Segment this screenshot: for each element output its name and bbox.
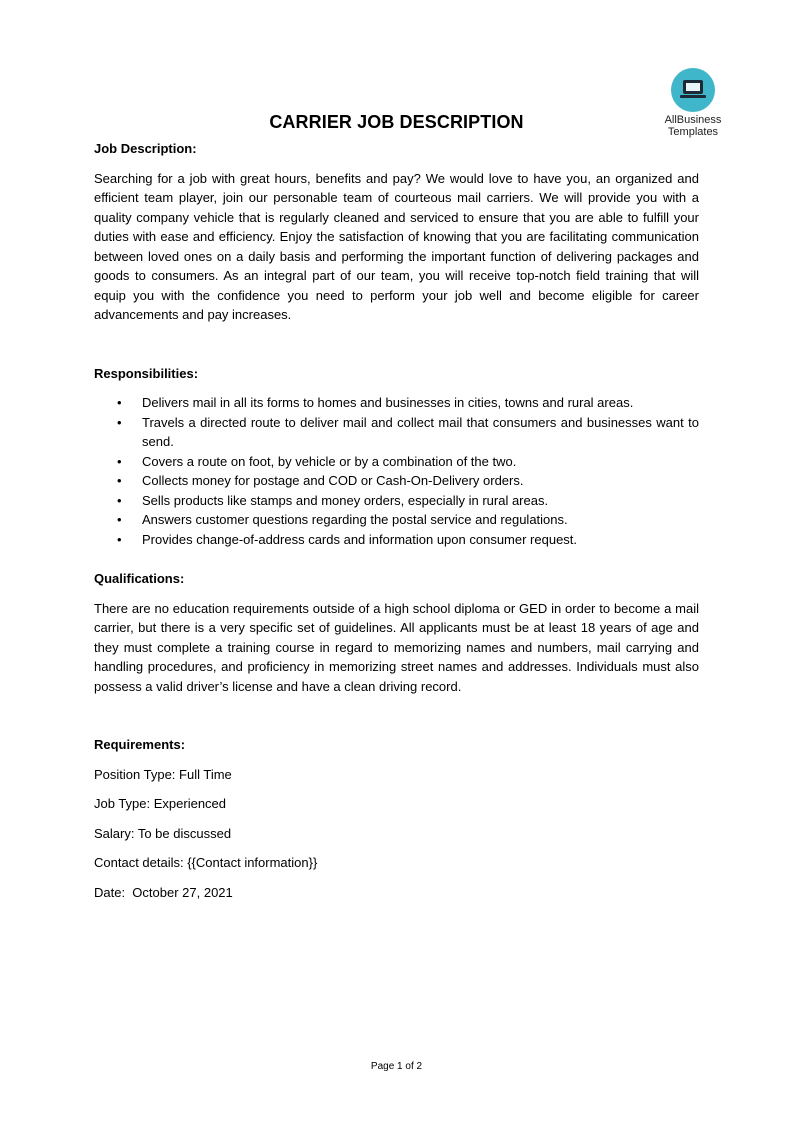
bullet-icon: • [117, 453, 122, 469]
laptop-icon [671, 68, 715, 112]
list-item: • Travels a directed route to deliver mail and collect mail that consumers and businesses want to send. [117, 414, 699, 449]
contact-details: Contact details: {{Contact information}} [94, 855, 318, 870]
bullet-icon: • [117, 395, 122, 410]
bullet-icon: • [117, 512, 122, 527]
date: Date: October 27, 2021 [94, 884, 233, 900]
qualifications-heading: Qualifications: [94, 571, 185, 586]
list-item: • Sells products like stamps and money orders, especially in rural areas. [94, 491, 699, 511]
job-type: Job Type: Experienced [94, 796, 227, 811]
position-type: Position Type: Full Time [94, 766, 232, 782]
page-number: Page 1 of 2 [370, 1061, 423, 1072]
page-title: CARRIER JOB DESCRIPTION [269, 112, 524, 132]
bullet-icon: • [117, 473, 122, 488]
bullet-icon: • [117, 492, 122, 508]
bullet-icon: • [117, 414, 122, 430]
list-item: • Provides change-of-address cards and information upon consumer request. [94, 530, 699, 550]
logo-line-2: Templates [667, 126, 719, 138]
job-description-text: Searching for a job with great hours, benefits and pay? We would love to have you, an organized and efficient team player, join our personable team of courteous mail carriers. We will provide you with a quality company vehicle that is regularly cleaned and serviced to ensure that you are able to fulfill your duties with ease and efficiency. Enjoy the satisfaction of knowing that you are facilitating communication between loved ones on a daily basis and performing the important function of delivering packages and goods to consumers. As an integral part of our team, you will receive top-notch field training that will equip you with the confidence you need to perform your job well and become eligible for career advancements and pay increases. [94, 170, 699, 322]
bullet-icon: • [117, 531, 122, 547]
salary: Salary: To be discussed [94, 825, 232, 841]
responsibilities-heading: Responsibilities: [94, 365, 199, 381]
list-item: • Delivers mail in all its forms to homes and businesses in cities, towns and rural areas. [94, 393, 699, 413]
responsibilities-list [94, 393, 699, 549]
list-item: • Collects money for postage and COD or Cash-On-Delivery orders. [94, 471, 699, 491]
job-description-heading: Job Description: [94, 141, 197, 156]
list-item: • Covers a route on foot, by vehicle or by a combination of the two. [94, 452, 699, 472]
requirements-heading: Requirements: [94, 737, 186, 752]
document-body [94, 139, 699, 902]
logo-line-1: AllBusiness [664, 114, 722, 126]
qualifications-text: There are no education requirements outside of a high school diploma or GED in order to become a mail carrier, but there is a very specific set of guidelines. All applicants must be at least 18 years of age and they must complete a training course in regard to memorizing names and numbers, mail carrying and handling procedures, and proficiency in memorizing street names and addresses. Individuals must also possess a valid driver’s license and have a clean driving record. [94, 600, 699, 694]
list-item: • Answers customer questions regarding the postal service and regulations. [94, 510, 699, 530]
